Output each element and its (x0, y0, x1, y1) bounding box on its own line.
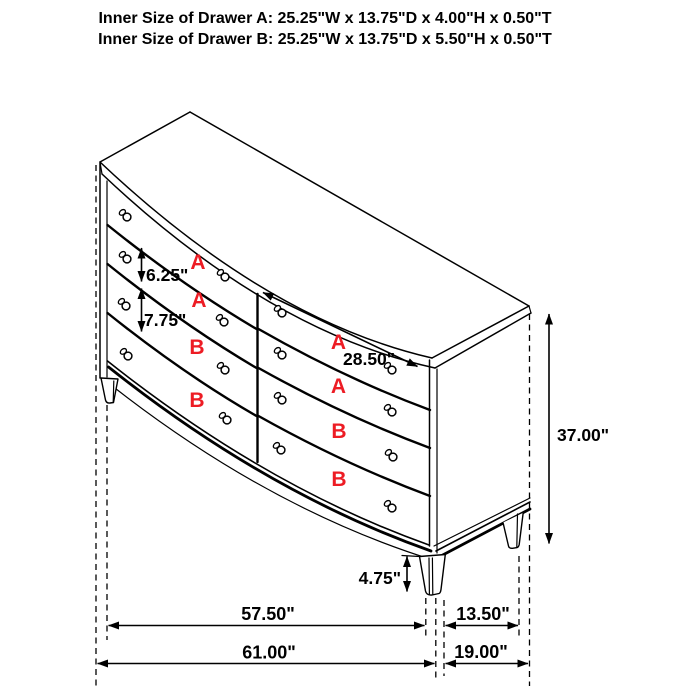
drawer-b-size-text: Inner Size of Drawer B: 25.25"W x 13.75"D x 5.50"H x 0.50"T (98, 31, 552, 48)
drawer-label-right-4: B (331, 468, 347, 491)
dimension-label-front-width: 57.50" (241, 604, 295, 624)
drawer-label-left-4: B (189, 389, 205, 412)
drawer-knob-icon (216, 361, 229, 373)
dimension-label-overall-depth: 19.00" (454, 642, 508, 662)
dimension-label-leg-height: 4.75" (358, 568, 401, 588)
dimension-label-drawer-a-height: 6.25" (146, 265, 189, 285)
dimension-labels (144, 265, 609, 663)
drawer-type-labels (189, 251, 346, 491)
drawer-knob-icon (218, 411, 231, 423)
drawer-knob-icon (215, 313, 228, 325)
drawer-label-left-2: A (191, 289, 207, 312)
drawer-knob-icon (273, 346, 286, 358)
drawer-knob-icon (383, 499, 396, 511)
back-right-leg (503, 513, 523, 549)
front-rail-band (109, 367, 432, 551)
side-top-inner-edge (435, 313, 531, 368)
drawer-label-right-1: A (330, 331, 347, 354)
drawer-label-right-3: B (331, 420, 347, 443)
dimension-label-side-depth: 13.50" (456, 604, 510, 624)
dimension-label-drawer-b-height: 7.75" (144, 310, 187, 330)
drawer-knob-icon (384, 448, 397, 460)
drawer-knob-icon (272, 441, 285, 453)
dimension-label-top-width: 28.50" (343, 349, 396, 369)
drawer-label-left-3: B (189, 336, 205, 359)
top-left-edge (100, 112, 190, 162)
front-right-leg-top-tick (402, 556, 420, 557)
top-slab-right-cap (529, 306, 531, 313)
top-back-edge (190, 112, 529, 306)
dimension-label-overall-width: 61.00" (242, 642, 296, 663)
front-rail-top-edge (108, 361, 430, 545)
side-top-outer-edge (432, 306, 529, 358)
drawer-knob-icon (273, 304, 286, 316)
drawer-label-right-2: A (330, 375, 347, 398)
drawer-knob-icon (273, 391, 286, 403)
front-left-leg (101, 378, 118, 403)
drawer-knob-icon (119, 347, 132, 359)
back-right-leg-corner-line (517, 514, 518, 548)
drawer-a-size-text: Inner Size of Drawer A: 25.25"W x 13.75"D x 4.00"H x 0.50"T (98, 10, 552, 27)
drawer-knob-icon (216, 268, 229, 280)
drawer-label-left-1: A (190, 251, 206, 274)
drawer-knob-icon (383, 403, 396, 415)
dimension-label-overall-height: 37.00" (557, 425, 610, 445)
drawer-knob-icon (117, 297, 130, 309)
front-left-leg-corner-line (113, 381, 114, 403)
dresser-case (100, 112, 531, 560)
drawer-knob-icon (118, 250, 131, 262)
drawer-knob-icon (118, 208, 131, 220)
